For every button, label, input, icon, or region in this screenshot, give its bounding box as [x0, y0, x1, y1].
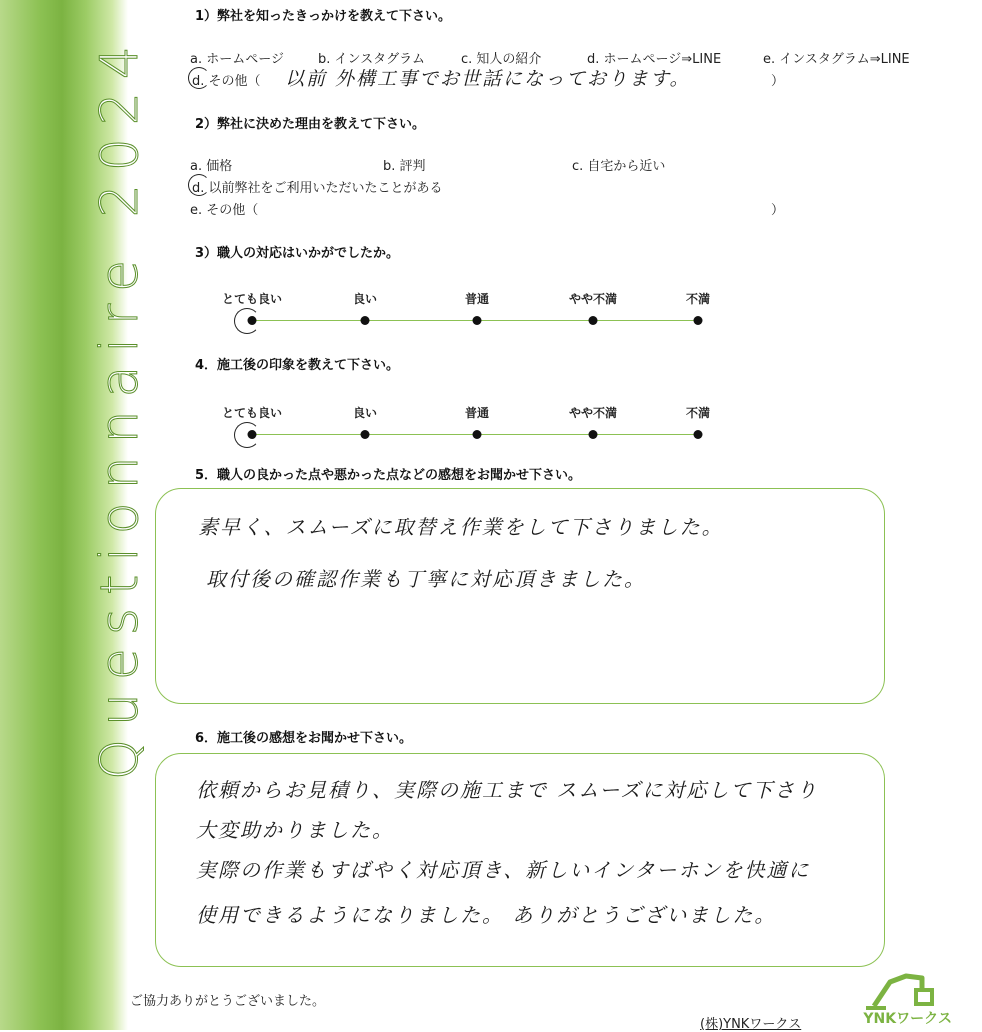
- q2-close-paren: ）: [771, 203, 785, 218]
- q1-close-paren: ）: [771, 74, 785, 89]
- q6-answer-line-4: 使用できるようになりました。 ありがとうございました。: [196, 903, 777, 927]
- q3-label-normal: 普通: [464, 292, 490, 306]
- q6-answer-box: [155, 753, 885, 967]
- q3-selection-circle: [234, 308, 260, 334]
- q3-dot-slightly-dissatisfied: [589, 316, 598, 325]
- q5-answer-line-2: 取付後の確認作業も丁寧に対応頂きました。: [206, 567, 646, 591]
- q5-answer-box: [155, 488, 885, 704]
- q1-option-e: e. インスタグラム⇒LINE: [763, 52, 910, 67]
- q6-answer-line-1: 依頼からお見積り、実際の施工まで スムーズに対応して下さり: [196, 778, 819, 802]
- q4-dot-normal: [473, 430, 482, 439]
- q3-label-good: 良い: [352, 292, 378, 306]
- q2-option-e: e. その他（: [190, 203, 259, 218]
- q4-label-slightly-dissatisfied: やや不満: [568, 406, 618, 420]
- q4-selection-circle: [234, 422, 260, 448]
- q3-label-very-good: とても良い: [221, 292, 283, 306]
- q3-label-slightly-dissatisfied: やや不満: [568, 292, 618, 306]
- q2-option-d: d. 以前弊社をご利用いただいたことがある: [192, 181, 443, 196]
- q4-dot-good: [361, 430, 370, 439]
- q1-option-c: c. 知人の紹介: [461, 52, 542, 67]
- q4-dot-slightly-dissatisfied: [589, 430, 598, 439]
- q4-dot-dissatisfied: [694, 430, 703, 439]
- q4-label-normal: 普通: [464, 406, 490, 420]
- q6-answer-line-3: 実際の作業もすばやく対応頂き、新しいインターホンを快適に: [196, 858, 811, 882]
- q3-dot-good: [361, 316, 370, 325]
- q3-label-dissatisfied: 不満: [685, 292, 711, 306]
- q4-label-good: 良い: [352, 406, 378, 420]
- q3-dot-normal: [473, 316, 482, 325]
- ynk-logo: [856, 968, 952, 1030]
- footer-thanks: ご協力ありがとうございました。: [130, 994, 326, 1009]
- q5-answer-line-1: 素早く、スムーズに取替え作業をして下さりました。: [198, 515, 724, 539]
- q1-option-a: a. ホームページ: [190, 52, 284, 67]
- q4-label-very-good: とても良い: [221, 406, 283, 420]
- q1-option-b: b. インスタグラム: [318, 52, 425, 67]
- q1-other-label: d. その他（: [192, 74, 261, 89]
- q1-title: 1）弊社を知ったきっかけを教えて下さい。: [195, 9, 452, 24]
- q1-option-d: d. ホームページ⇒LINE: [587, 52, 722, 67]
- q2-option-c: c. 自宅から近い: [572, 159, 666, 174]
- q3-rating-scale: [220, 290, 720, 336]
- sidebar-band: [0, 0, 150, 1030]
- q6-title: 6．施工後の感想をお聞かせ下さい。: [195, 731, 413, 746]
- q3-title: 3）職人の対応はいかがでしたか。: [195, 246, 400, 261]
- q5-title: 5．職人の良かった点や悪かった点などの感想をお聞かせ下さい。: [195, 468, 582, 483]
- excavator-icon: [856, 968, 952, 1012]
- q6-answer-line-2: 大変助かりました。: [196, 818, 394, 842]
- footer-company: (株)YNKワークス: [700, 1017, 802, 1032]
- logo-text: YNKワークス: [863, 1011, 952, 1027]
- q2-option-a: a. 価格: [190, 159, 233, 174]
- q2-title: 2）弊社に決めた理由を教えて下さい。: [195, 117, 426, 132]
- q4-rating-scale: [220, 404, 720, 450]
- q1-other-answer: 以前 外構工事でお世話になっております。: [285, 68, 691, 90]
- q3-dot-dissatisfied: [694, 316, 703, 325]
- q2-option-b: b. 評判: [383, 159, 426, 174]
- questionnaire-title: Questionnaire 2024: [90, 33, 150, 780]
- q4-label-dissatisfied: 不満: [685, 406, 711, 420]
- q4-title: 4．施工後の印象を教えて下さい。: [195, 358, 400, 373]
